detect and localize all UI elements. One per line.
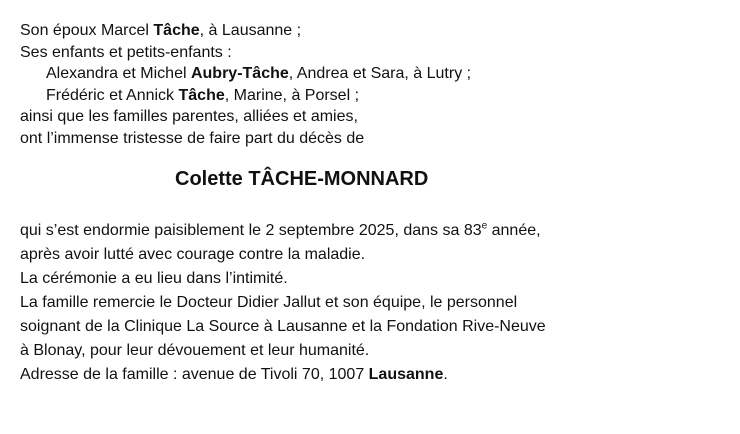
address-end: . xyxy=(443,366,448,383)
family-address-line xyxy=(20,363,720,387)
death-date-end: année, xyxy=(487,222,541,239)
death-date-text: qui s’est endormie paisiblement le 2 septembre 2025, dans sa 83 xyxy=(20,222,482,239)
spouse-text: Son époux Marcel xyxy=(20,22,154,39)
notice-details xyxy=(20,219,720,387)
illness-line: après avoir lutté avec courage contre la maladie. xyxy=(20,246,366,263)
ordinal-suffix: e xyxy=(481,220,488,232)
spouse-location: , à Lausanne ; xyxy=(199,22,302,39)
child-names: Frédéric et Annick xyxy=(46,86,179,104)
child-line-tache xyxy=(20,85,720,107)
family-announcement xyxy=(20,20,720,149)
children-heading: Ses enfants et petits-enfants : xyxy=(20,43,232,61)
announcement-line: ont l’immense tristesse de faire part du décès de xyxy=(20,129,365,147)
thanks-line-1: La famille remercie le Docteur Didier Jallut et son équipe, le personnel xyxy=(20,294,518,311)
thanks-line-2: soignant de la Clinique La Source à Lausanne et la Fondation Rive-Neuve xyxy=(20,318,546,335)
spouse-surname: Tâche xyxy=(153,22,200,39)
death-notice xyxy=(20,20,720,387)
child-names: Alexandra et Michel xyxy=(46,65,191,82)
child-line-aubry xyxy=(20,63,720,85)
relatives-line: ainsi que les familles parentes, alliées et amies, xyxy=(20,108,358,125)
death-date-line xyxy=(20,219,720,243)
address-city: Lausanne xyxy=(368,366,444,383)
ceremony-line: La cérémonie a eu lieu dans l’intimité. xyxy=(20,270,288,287)
spouse-line xyxy=(20,20,720,42)
child-details: , Andrea et Sara, à Lutry ; xyxy=(288,65,472,82)
deceased-name: Colette TÂCHE-MONNARD xyxy=(175,168,429,190)
child-details: , Marine, à Porsel ; xyxy=(224,86,360,104)
address-text: Adresse de la famille : avenue de Tivoli 70, 1007 xyxy=(20,366,369,383)
thanks-line-3: à Blonay, pour leur dévouement et leur humanité. xyxy=(20,342,370,359)
child-surname: Aubry-Tâche xyxy=(190,65,289,82)
child-surname: Tâche xyxy=(178,86,225,104)
